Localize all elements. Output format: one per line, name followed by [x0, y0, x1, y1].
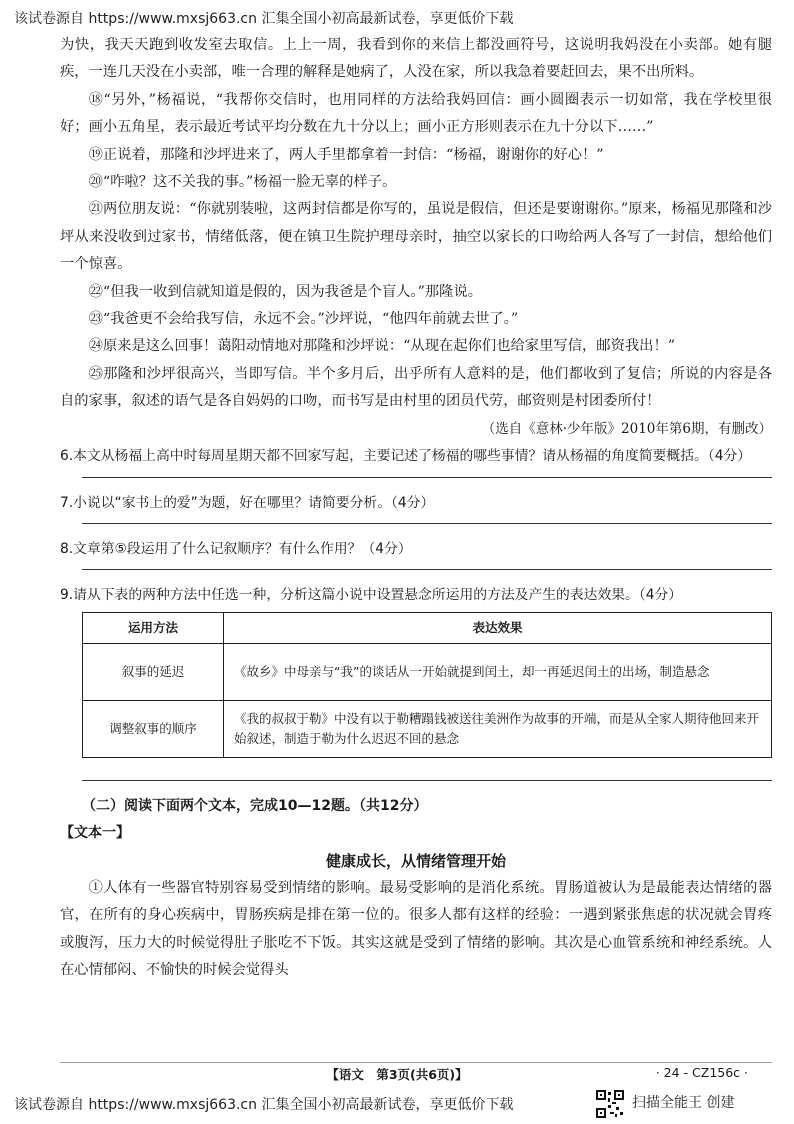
main-content [60, 32, 772, 985]
article-title: 健康成长，从情绪管理开始 [325, 851, 506, 870]
story-paragraph: ⑳“咋啦？这不关我的事。”杨福一脸无辜的样子。 [88, 174, 397, 191]
answer-line[interactable] [82, 780, 772, 781]
story-paragraph: ㉑两位朋友说：“你就别装啦，这两封信都是你写的，虽说是假信，但还是要谢谢你。”原来，杨福见那隆和沙坪从来没收到过家书，情绪低落，便在镇卫生院护理母亲时，抽空以家长的口吻给两人各写了一封信，想给他们一个惊喜。 [60, 201, 772, 273]
story-paragraph: ㉕那隆和沙坪很高兴，当即写信。半个多月后，出乎所有人意料的是，他们都收到了复信；所说的内容是各自的家事，叙述的语气是各自妈妈的口吻，而书写是由村里的团员代劳，邮资则是村团委所付！ [60, 365, 772, 410]
story-paragraph: ⑲正说着，那隆和沙坪进来了，两人手里都拿着一封信：“杨福，谢谢你的好心！” [88, 146, 604, 163]
question-9: 9.请从下表的两种方法中任选一种，分析这篇小说中设置悬念所运用的方法及产生的表达效果。（4分） [60, 587, 683, 604]
method-table [82, 612, 772, 758]
answer-line[interactable] [82, 477, 772, 478]
story-paragraph: ⑱“另外，”杨福说，“我帮你交信时，也用同样的方法给我妈回信：画小圆圈表示一切如常，我在学校里很好；画小五角星，表示最近考试平均分数在九十分以上；画小正方形则表示在九十分以下……” [60, 91, 772, 136]
qr-code-icon [596, 1090, 624, 1118]
table-header-row [83, 612, 772, 643]
story-paragraph: ㉒“但我一收到信就知道是假的，因为我爸是个盲人。”那隆说。 [88, 283, 483, 300]
paper-code: · 24 - CZ156c · [655, 1065, 748, 1080]
question-6: 6.本文从杨福上高中时每周星期天都不回家写起，主要记述了杨福的哪些事情？请从杨福的角度简要概括。（4分） [60, 448, 752, 465]
answer-line[interactable] [82, 523, 772, 524]
story-paragraph: ㉓“我爸更不会给我写信，永远不会。”沙坪说，“他四年前就去世了。” [88, 311, 519, 328]
answer-line[interactable] [82, 569, 772, 570]
story-paragraph: 为快，我天天跑到收发室去取信。上上一周，我看到你的来信上都没画符号，这说明我妈没在小卖部。她有腿疾，一连几天没在小卖部，唯一合理的解释是她病了，人没在家，所以我急着要赶回去，果不出所料。 [60, 37, 772, 81]
table-row [83, 643, 772, 700]
story-section [60, 32, 772, 443]
page-number-label: 【语文 第3页(共6页)】 [326, 1067, 468, 1082]
scanner-brand: 扫描全能王 创建 [632, 1095, 735, 1111]
article-paragraph: ①人体有一些器官特别容易受到情绪的影响。最易受影响的是消化系统。胃肠道被认为是最能表达情绪的器官，在所有的身心疾病中，胃肠疾病是排在第一位的。很多人都有这样的经验：一遇到紧张焦虑的状况就会胃疼或腹泻，压力大的时候觉得肚子胀吃不下饭。其实这就是受到了情绪的影响。其次是心血管系统和神经系统。人在心情郁闷、不愉快的时候会觉得头 [60, 879, 772, 979]
table-cell-effect: 《我的叔叔于勒》中没有以于勒糟蹋钱被送往美洲作为故事的开端，而是从全家人期待他回来开始叙述，制造于勒为什么迟迟不回的悬念 [224, 700, 772, 757]
table-row [83, 700, 772, 757]
section-heading: （二）阅读下面两个文本，完成10—12题。（共12分） [82, 797, 428, 814]
story-paragraph: ㉔原来是这么回事！蔼阳动情地对那隆和沙坪说：“从现在起你们也给家里写信，邮资我出！” [88, 338, 676, 355]
watermark-top: 该试卷源自 https://www.mxsj663.cn 汇集全国小初高最新试卷，享更低价下载 [14, 11, 514, 27]
watermark-bottom: 该试卷源自 https://www.mxsj663.cn 汇集全国小初高最新试卷，享更低价下载 [14, 1097, 514, 1113]
table-header-method: 运用方法 [83, 612, 224, 643]
table-cell-method: 叙事的延迟 [83, 643, 224, 700]
story-source: （选自《意林·少年版》2010年第6期，有删改） [481, 420, 772, 437]
question-8: 8.文章第⑤段运用了什么记叙顺序？有什么作用？（4分） [60, 540, 412, 557]
table-cell-method: 调整叙事的顺序 [83, 700, 224, 757]
text-tag: 【文本一】 [60, 825, 130, 842]
footer-divider [60, 1062, 772, 1063]
page-footer [0, 1065, 794, 1085]
table-header-effect: 表达效果 [224, 612, 772, 643]
table-cell-effect: 《故乡》中母亲与“我”的谈话从一开始就提到闰土，却一再延迟闰土的出场，制造悬念 [224, 643, 772, 700]
question-7: 7.小说以“家书上的爱”为题，好在哪里？请简要分析。（4分） [60, 494, 435, 511]
